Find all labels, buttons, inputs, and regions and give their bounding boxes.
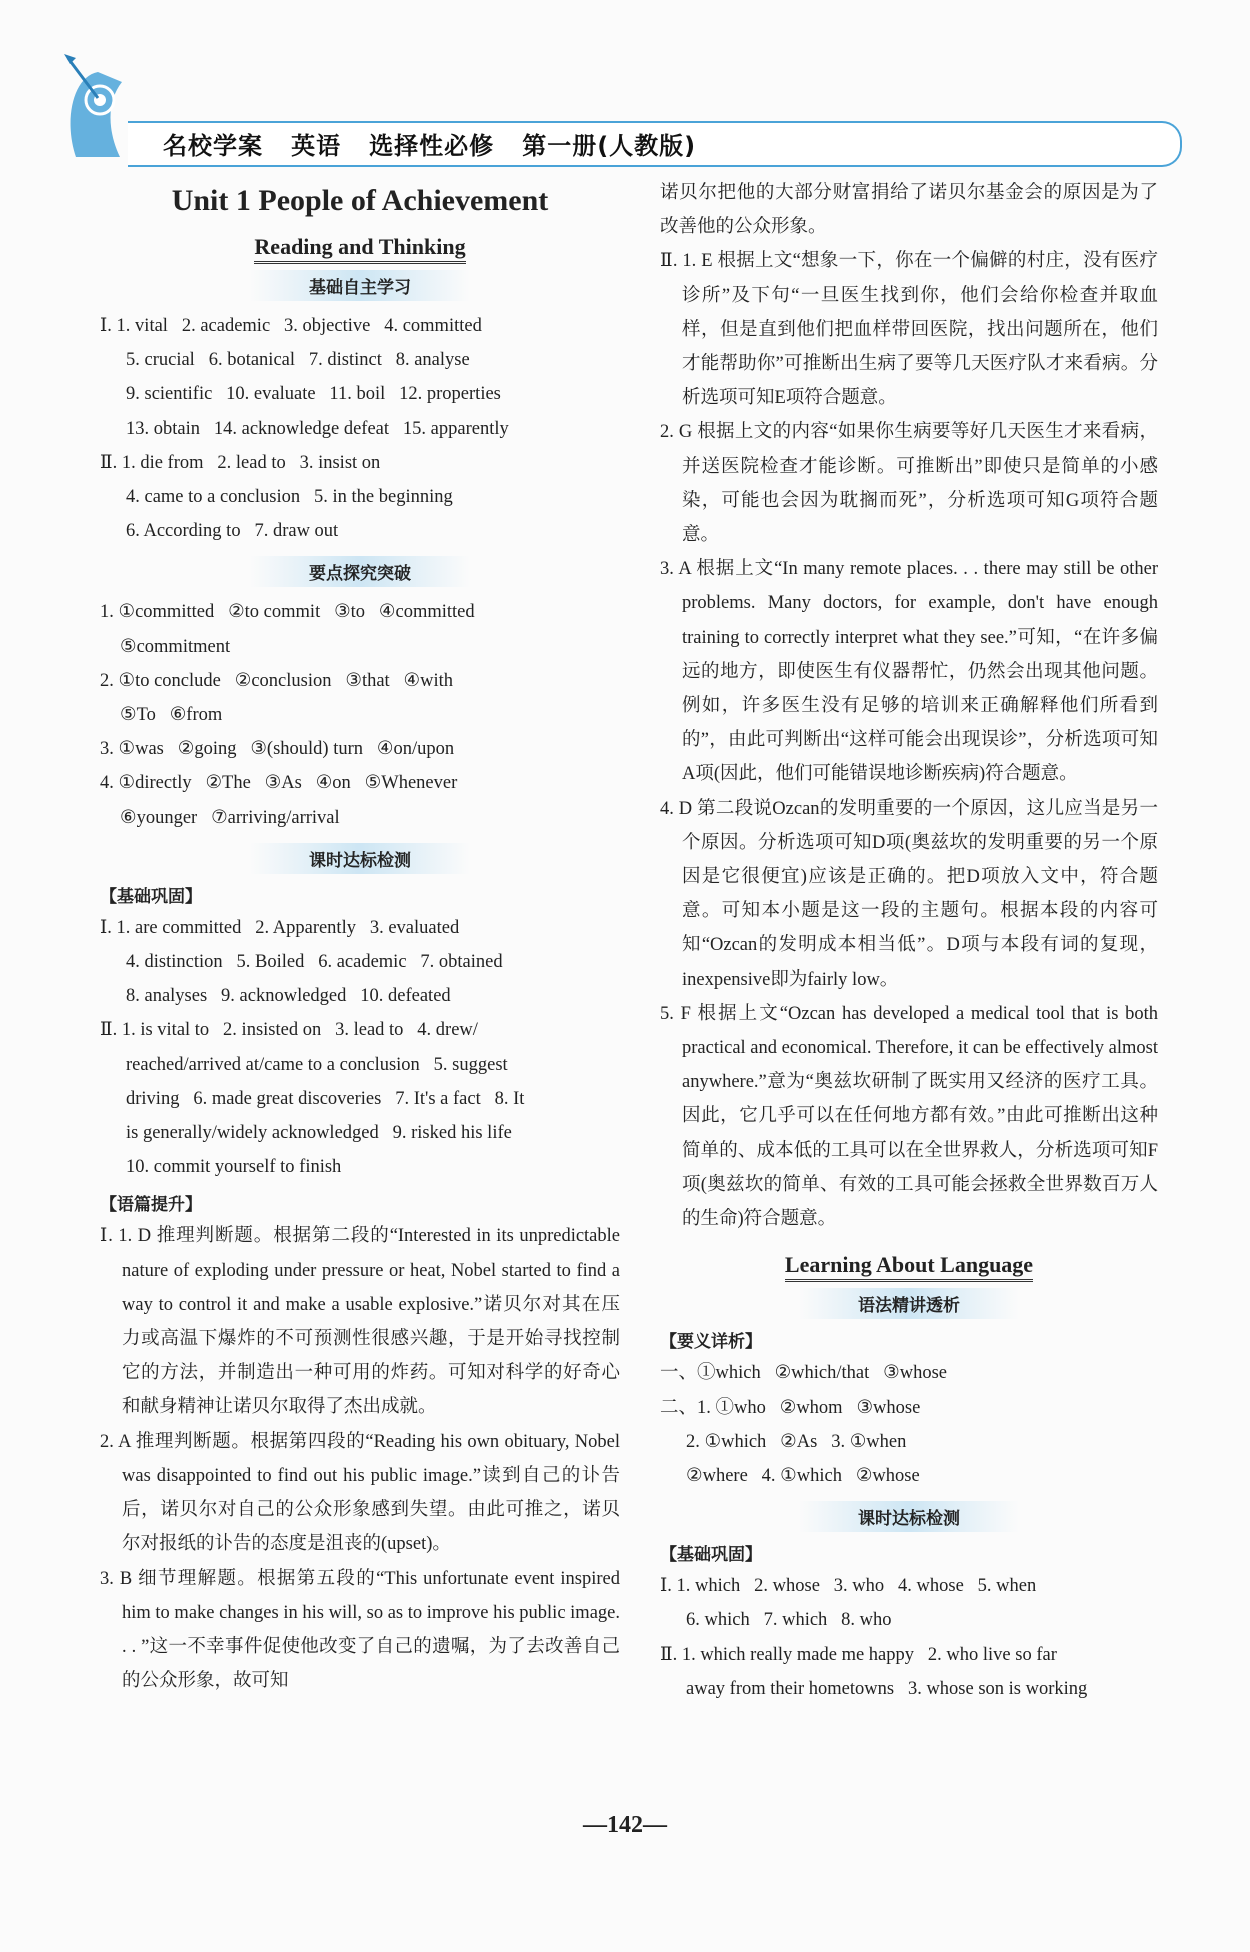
bracket-heading-details: 【要义详析】 (660, 1332, 762, 1353)
answer-line: away from their hometowns 3. whose son is working (686, 1678, 1088, 1699)
answer-line: 6. which 7. which 8. who (686, 1610, 892, 1631)
target-arrow-logo-icon (62, 52, 134, 162)
section-title-language: Learning About Language (660, 1252, 1158, 1278)
page-number: —142— (583, 1812, 667, 1838)
left-column (100, 176, 620, 1698)
unit-title: Unit 1 People of Achievement (171, 184, 549, 217)
subheading-key-points: 要点探究突破 (250, 556, 470, 587)
explanation-paragraph: Ⅱ. 1. E 根据上文“想象一下，你在一个偏僻的村庄，没有医疗诊所”及下句“一旦医生找到你，他们会给你检查并取血样，但是直到他们把血样带回医院，找出问题所在，他们才能帮助你”可推断出生病了要等几天医疗队才来看病。分析选项可知E项符合题意。 (660, 251, 1158, 409)
answer-line: ⑤commitment (120, 636, 231, 657)
explanation-paragraph: 3. A 根据上文“In many remote places. . . there may still be other problems. Many doctors, for example, don't have enough training to correctly interpret what they see.”可知，“在许多偏远的地方，即使医生有仪器帮忙，仍然会出现其他问题。例如，许多医生没有足够的培训来正确解释他们所看到的”，由此可判断出“这样可能会出现误诊”，分析选项可知A项(因此，他们可能错误地诊断疾病)符合题意。 (660, 559, 1158, 785)
answer-line: 2. ①which ②As 3. ①when (686, 1431, 907, 1452)
subheading-basic-study: 基础自主学习 (250, 270, 470, 301)
explanation-paragraph: 3. B 细节理解题。根据第五段的“This unfortunate event inspired him to make changes in his will, so as to improve his public image. . . ”这一不幸事件促使他改变了自己的遗嘱，为了去改善自己的公众形象，故可知 (100, 1568, 620, 1692)
answer-line: 13. obtain 14. acknowledge defeat 15. apparently (126, 418, 509, 439)
answer-line: 4. came to a conclusion 5. in the beginning (126, 487, 453, 508)
explanation-paragraph: 2. A 推理判断题。根据第四段的“Reading his own obituary, Nobel was disappointed to find out his public image.”读到自己的讣告后，诺贝尔对自己的公众形象感到失望。由此可推之，诺贝尔对报纸的讣告的态度是沮丧的(upset)。 (100, 1431, 620, 1555)
section-title-reading: Reading and Thinking (100, 234, 620, 260)
explanation-paragraph: 2. G 根据上文的内容“如果你生病要等好几天医生才来看病，并送医院检查才能诊断。可推断出”即使只是简单的小感染，可能也会因为耽搁而死”，分析选项可知G项符合题意。 (660, 422, 1158, 546)
answer-line: Ⅰ. 1. are committed 2. Apparently 3. evaluated (100, 917, 460, 938)
answer-line: 6. According to 7. draw out (126, 521, 339, 542)
answer-line: driving 6. made great discoveries 7. It's a fact 8. It (126, 1088, 525, 1109)
answer-line: Ⅰ. 1. vital 2. academic 3. objective 4. committed (100, 316, 482, 336)
answer-line: reached/arrived at/came to a conclusion 5. suggest (126, 1054, 508, 1075)
subheading-class-test-2: 课时达标检测 (799, 1501, 1019, 1532)
answer-line: Ⅱ. 1. which really made me happy 2. who live so far (660, 1644, 1057, 1665)
answer-line: Ⅱ. 1. is vital to 2. insisted on 3. lead to 4. drew/ (100, 1020, 478, 1041)
answer-line: Ⅱ. 1. die from 2. lead to 3. insist on (100, 452, 381, 473)
answer-line: 二、1. ①who ②whom ③whose (660, 1397, 921, 1418)
answer-line: 4. distinction 5. Boiled 6. academic 7. obtained (126, 952, 503, 973)
answer-line: 8. analyses 9. acknowledged 10. defeated (126, 986, 451, 1007)
answer-line: 一、①which ②which/that ③whose (660, 1363, 947, 1384)
subheading-class-test: 课时达标检测 (250, 843, 470, 874)
answer-line: ⑤To ⑥from (120, 705, 223, 726)
bracket-heading-consolidation: 【基础巩固】 (100, 886, 202, 907)
right-column (660, 176, 1158, 1706)
bracket-heading-discourse: 【语篇提升】 (100, 1195, 202, 1216)
answer-line: 4. ①directly ②The ③As ④on ⑤Whenever (100, 773, 458, 794)
answer-line: 1. ①committed ②to commit ③to ④committed (100, 602, 475, 623)
header-title: 名校学案 英语 选择性必修 第一册(人教版) (163, 132, 697, 160)
answer-line: 5. crucial 6. botanical 7. distinct 8. analyse (126, 350, 470, 371)
explanation-paragraph: 诺贝尔把他的大部分财富捐给了诺贝尔基金会的原因是为了改善他的公众形象。 (660, 183, 1158, 238)
answer-line: ⑥younger ⑦arriving/arrival (120, 807, 340, 828)
answer-line: 10. commit yourself to finish (126, 1157, 342, 1178)
subheading-grammar: 语法精讲透析 (799, 1288, 1019, 1319)
bracket-heading-consolidation-2: 【基础巩固】 (660, 1545, 762, 1566)
answer-line: 9. scientific 10. evaluate 11. boil 12. properties (126, 384, 501, 405)
answer-line: Ⅰ. 1. which 2. whose 3. who 4. whose 5. when (660, 1576, 1037, 1597)
explanation-paragraph: Ⅰ. 1. D 推理判断题。根据第二段的“Interested in its unpredictable nature of exploding under pressure or heat, Nobel started to find a way to control it and make a usable explosive.”诺贝尔对其在压力或高温下爆炸的不可预测性很感兴趣，于是开始寻找控制它的方法，并制造出一种可用的炸药。可知对科学的好奇心和献身精神让诺贝尔取得了杰出成就。 (100, 1226, 620, 1418)
answer-line: is generally/widely acknowledged 9. risked his life (126, 1123, 512, 1144)
answer-line: 3. ①was ②going ③(should) turn ④on/upon (100, 739, 455, 760)
answer-line: 2. ①to conclude ②conclusion ③that ④with (100, 670, 454, 691)
explanation-paragraph: 4. D 第二段说Ozcan的发明重要的一个原因，这儿应当是另一个原因。分析选项可知D项(奥兹坎的发明重要的另一个原因是它很便宜)应该是正确的。把D项放入文中，符合题意。可知本小题是这一段的主题句。根据本段的内容可知“Ozcan的发明成本相当低”。D项与本段有词的复现，inexpensive即为fairly low。 (660, 798, 1158, 990)
explanation-paragraph: 5. F 根据上文“Ozcan has developed a medical tool that is both practical and economical. Therefore, it can be effectively almost anywhere.”意为“奥兹坎研制了既实用又经济的医疗工具。因此，它几乎可以在任何地方都有效。”由此可推断出这种简单的、成本低的工具可以在全世界救人，分析选项可知F项(奥兹坎的简单、有效的工具可能会拯救全世界数百万人的生命)符合题意。 (660, 1003, 1158, 1230)
answer-line: ②where 4. ①which ②whose (686, 1465, 920, 1486)
